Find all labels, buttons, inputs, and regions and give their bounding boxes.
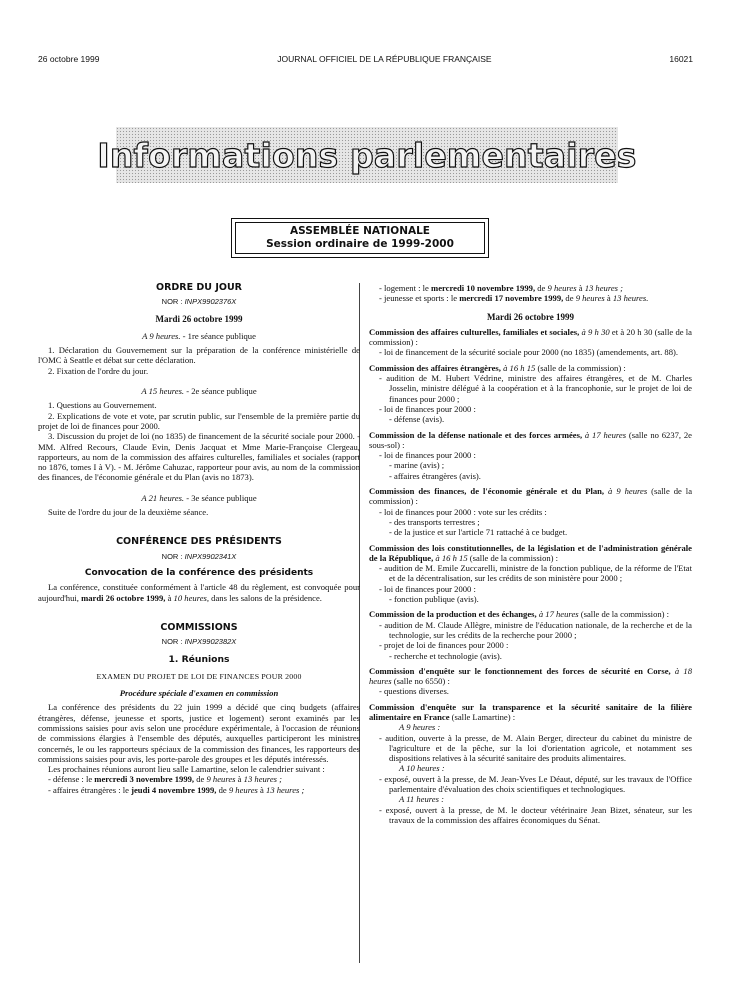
- calendar-item-date: mercredi 10 novembre 1999,: [431, 283, 536, 293]
- commission-item: - loi de finances pour 2000 : vote sur les crédits :: [379, 506, 547, 517]
- commission-item: - exposé, ouvert à la presse, de M. le docteur vétérinaire Jean Bizet, sénateur, sur les travaux de la commission des affaires économiques du Sénat.: [379, 804, 692, 825]
- commission-subitem: - marine (avis) ;: [389, 460, 445, 471]
- assembly-box-inner: [235, 222, 485, 254]
- commission-subitem: - des transports terrestres ;: [389, 516, 480, 527]
- calendar-item-start: 9 heures: [575, 293, 605, 304]
- commission-subitem: - affaires étrangères (avis).: [389, 470, 481, 481]
- calendar-item-date: mercredi 3 novembre 1999,: [94, 774, 195, 785]
- nor-label: NOR :: [161, 297, 185, 307]
- commission-room: et à 20 h 30 (salle de la commission) :: [369, 326, 692, 348]
- seance-1-item: 2. Fixation de l'ordre du jour.: [48, 365, 149, 376]
- commission-subitem: - défense (avis).: [389, 414, 445, 425]
- seance-3-label: - 3e séance publique: [184, 492, 257, 503]
- calendar-item-start: 9 heures: [547, 283, 577, 293]
- commission-item: - loi de finances pour 2000 :: [379, 583, 476, 594]
- conference-text: [38, 582, 360, 603]
- procedure-para-2: Les prochaines réunions auront lieu salle Lamartine, selon le calendrier suivant :: [48, 764, 325, 775]
- commission-time: à 17 heures: [536, 609, 579, 620]
- nor-label: NOR :: [161, 551, 185, 561]
- commission-name: Commission de la défense nationale et des forces armées,: [369, 429, 583, 440]
- commission-item: - audition de M. Claude Allègre, ministre de l'éducation nationale, de la recherche et de la technologie, sur les crédits de la recherche pour 2000 ;: [379, 619, 692, 640]
- nor-label: NOR :: [161, 637, 185, 647]
- commission-entry: [369, 666, 692, 687]
- seance-2-item: 2. Explications de vote et vote, par scrutin public, sur l'ensemble de la première partie du projet de loi de finances pour 2000.: [38, 410, 360, 431]
- commission-entry: [369, 609, 692, 619]
- commission-entry: [369, 486, 692, 507]
- calendar-item-date: jeudi 4 novembre 1999,: [131, 784, 217, 795]
- commission-room: (salle no 6237, 2e sous-sol) :: [369, 429, 692, 450]
- calendar-item: [369, 283, 692, 293]
- commission-item: - loi de financement de la sécurité sociale pour 2000 (no 1835) (amendements, art. 88).: [379, 347, 679, 358]
- calendar-item-date: mercredi 17 novembre 1999,: [459, 293, 564, 304]
- commission-item: - audition, ouverte à la presse, de M. Alain Berger, directeur du cabinet du ministre de l'agriculture et de la pêche, sur la loi d'orientation agricole, et notamment ses dispositions relatives à la sécurité sanitaire des produits alimentaires.: [379, 732, 692, 764]
- conference-title: CONFÉRENCE DES PRÉSIDENTS: [116, 536, 282, 548]
- conference-text-e: dans les salons de la présidence.: [209, 592, 322, 603]
- header-date: 26 octobre 1999: [38, 54, 100, 64]
- exam-heading: EXAMEN DU PROJET DE LOI DE FINANCES POUR 2000: [96, 671, 302, 681]
- seance-2-label: - 2e séance publique: [184, 386, 257, 397]
- calendar-item-sep: de: [535, 283, 548, 293]
- seance-1-item: 1. Déclaration du Gouvernement sur la préparation de la conférence ministérielle de l'OMC à Seattle et débat sur cette déclaration.: [38, 345, 360, 366]
- commission-entry: [369, 702, 692, 723]
- commission-name: Commission d'enquête sur la transparence et la sécurité sanitaire de la filière alimentaire en France: [369, 701, 692, 722]
- commission-item: - exposé, ouvert à la presse, de M. Jean-Yves Le Déaut, député, sur les travaux de l'Office parlementaire d'évaluation des choix scientifiques et technologiques.: [379, 773, 692, 795]
- commission-name: Commission de la production et des échanges,: [369, 609, 537, 620]
- calendar-item: [38, 774, 360, 784]
- commission-time: à 9 heures: [604, 486, 648, 497]
- running-header: [38, 54, 693, 64]
- commission-subitem: - recherche et technologie (avis).: [389, 650, 502, 661]
- commission-name: Commission des affaires étrangères,: [369, 362, 501, 373]
- reunions-heading: 1. Réunions: [168, 654, 230, 666]
- header-page-number: 16021: [669, 54, 693, 64]
- seance-1-label: - 1re séance publique: [180, 330, 256, 341]
- ordre-date: Mardi 26 octobre 1999: [155, 313, 243, 324]
- commission-item: - audition de M. Hubert Védrine, ministre des affaires étrangères, et de M. Charles Josselin, ministre délégué à la coopération et à la francophonie, sur le projet de loi de finances pour 2000 ;: [379, 373, 692, 404]
- commission-time: à 16 h 15: [433, 552, 468, 563]
- session-name: Session ordinaire de 1999-2000: [266, 238, 454, 250]
- commission-item: - projet de loi de finances pour 2000 :: [379, 640, 509, 651]
- seance-2: [38, 386, 360, 396]
- commission-time: à 17 heures: [582, 429, 627, 440]
- seance-2-item: 1. Questions au Gouvernement.: [48, 400, 157, 411]
- ordre-title: ORDRE DU JOUR: [156, 282, 242, 293]
- calendar-item: [38, 785, 360, 795]
- commission-entry: [369, 327, 692, 348]
- conference-date: mardi 26 octobre 1999,: [81, 592, 166, 603]
- commission-item: - loi de finances pour 2000 :: [379, 403, 476, 414]
- session-time: [369, 794, 692, 804]
- session-time-label: A 11 heures :: [399, 794, 444, 805]
- calendar-item-sep: de: [194, 774, 207, 785]
- commission-time: à 9 h 30: [579, 326, 610, 337]
- session-time: [369, 763, 692, 773]
- calendar-item-sep: à: [235, 774, 244, 785]
- seance-3-text: Suite de l'ordre du jour de la deuxième séance.: [48, 507, 209, 518]
- calendar-item-sep: de: [216, 784, 229, 795]
- commission-name: Commission des finances, de l'économie générale et du Plan,: [369, 486, 605, 497]
- calendar-item: [369, 293, 692, 303]
- nor-code: INPX9902376X: [184, 297, 237, 307]
- calendar-item-end: 13 heures ;: [584, 283, 624, 293]
- commission-entry: [369, 543, 692, 564]
- commission-subitem: - de la justice et sur l'article 71 rattaché à ce budget.: [389, 527, 568, 538]
- conference-time: 10 heures,: [173, 592, 210, 603]
- commission-name: Commission des affaires culturelles, familiales et sociales,: [369, 326, 580, 337]
- conference-subtitle: Convocation de la conférence des présidents: [84, 567, 314, 578]
- left-column: [38, 283, 360, 795]
- right-date: Mardi 26 octobre 1999: [486, 311, 575, 322]
- commission-time: à 18 heures: [369, 665, 692, 687]
- commissions-nor: [38, 637, 360, 647]
- commission-room: (salle de la commission) :: [369, 486, 693, 507]
- conference-text-c: à: [165, 592, 174, 603]
- calendar-item-end: 13 heures.: [612, 293, 649, 304]
- seance-3-time: A 21 heures.: [141, 492, 185, 503]
- commission-room: (salle de la commission) :: [578, 609, 670, 620]
- calendar-item-sep: à: [257, 784, 267, 795]
- commission-room: (salle Lamartine) :: [449, 711, 516, 722]
- commission-subitem: - fonction publique (avis).: [389, 594, 479, 605]
- ordre-nor: [38, 297, 360, 307]
- seance-1-time: A 9 heures.: [142, 330, 181, 341]
- commission-item: - loi de finances pour 2000 :: [379, 450, 476, 461]
- commission-name: Commission des lois constitutionnelles, de la législation et de l'administration générale de la République,: [369, 542, 692, 563]
- calendar-item-label: - défense : le: [48, 774, 95, 785]
- procedure-para-1: La conférence des présidents du 22 juin 1999 a décidé que cinq budgets (affaires étrangères, défense, jeunesse et sports, justice et logement) seront examinés par les commissions saisies pour avis selon une procédure expérimentale, à l'occasion de réunions de commissions élargies à l'ensemble des députés, auxquelles participeront les ministres concernés, le ou les rapporteurs spéciaux de la commission des finances, les rapporteurs des commissions saisies pour avis, les porte-parole des groupes et les députés intéressés.: [38, 702, 360, 764]
- conference-nor: [38, 552, 360, 562]
- seance-2-item: 3. Discussion du projet de loi (no 1835) de financement de la sécurité sociale pour 2000. - MM. Alfred Recours, Claude Evin, Denis Jacquat et Mme Marie-Françoise Clergeau, rapporteurs, au nom de la commission des affaires culturelles, familiales et sociales (rapport no 1876, tomes I à V). - M. Jérôme Cahuzac, rapporteur pour avis, au nom de la commission des finances, de l'économie générale et du Plan (avis no 1873).: [38, 431, 360, 483]
- calendar-item-start: 9 heures: [228, 784, 258, 795]
- assembly-name: ASSEMBLÉE NATIONALE: [290, 225, 430, 237]
- calendar-item-label: - logement : le: [379, 283, 432, 293]
- conference-text-a: La conférence, constituée conformément à l'article 48 du règlement, est convoquée pour aujourd'hui,: [38, 582, 360, 603]
- calendar-item-start: 9 heures: [206, 774, 236, 785]
- commission-room: (salle de la commission) :: [535, 362, 626, 373]
- commissions-title: COMMISSIONS: [160, 621, 238, 633]
- session-time-label: A 9 heures :: [399, 722, 441, 733]
- session-time-label: A 10 heures :: [399, 763, 445, 774]
- seance-2-time: A 15 heures.: [141, 386, 185, 397]
- commission-name: Commission d'enquête sur le fonctionnement des forces de sécurité en Corse,: [369, 665, 671, 676]
- right-column: [369, 283, 692, 825]
- commission-entry: [369, 430, 692, 451]
- commission-room: (salle no 6550) :: [391, 676, 450, 687]
- assembly-box: [231, 218, 489, 258]
- procedure-heading: Procédure spéciale d'examen en commission: [119, 688, 279, 699]
- seance-3: [38, 493, 360, 503]
- commission-room: (salle de la commission) :: [467, 552, 559, 563]
- header-journal: JOURNAL OFFICIEL DE LA RÉPUBLIQUE FRANÇAISE: [277, 54, 492, 64]
- calendar-item-sep: à: [576, 283, 585, 293]
- calendar-item-end: 13 heures ;: [243, 774, 283, 785]
- seance-1: [38, 331, 360, 341]
- commission-item: - audition de M. Emile Zuccarelli, ministre de la fonction publique, de la réforme de l'Etat et de la décentralisation, sur les crédits de son ministère pour 2000 ;: [379, 563, 692, 584]
- session-time: [369, 722, 692, 732]
- calendar-item-label: - affaires étrangères : le: [48, 784, 132, 795]
- calendar-item-sep: à: [604, 293, 613, 304]
- nor-code: INPX9902341X: [184, 551, 237, 561]
- calendar-item-end: 13 heures ;: [266, 784, 305, 795]
- banner-title: Informations parlementaires: [97, 135, 637, 175]
- commission-entry: [369, 363, 692, 373]
- commission-item: - questions diverses.: [379, 686, 449, 697]
- banner: [97, 127, 637, 183]
- commission-time: à 16 h 15: [500, 362, 536, 373]
- nor-code: INPX9902382X: [184, 637, 237, 647]
- calendar-item-label: - jeunesse et sports : le: [379, 293, 460, 304]
- calendar-item-sep: de: [563, 293, 576, 304]
